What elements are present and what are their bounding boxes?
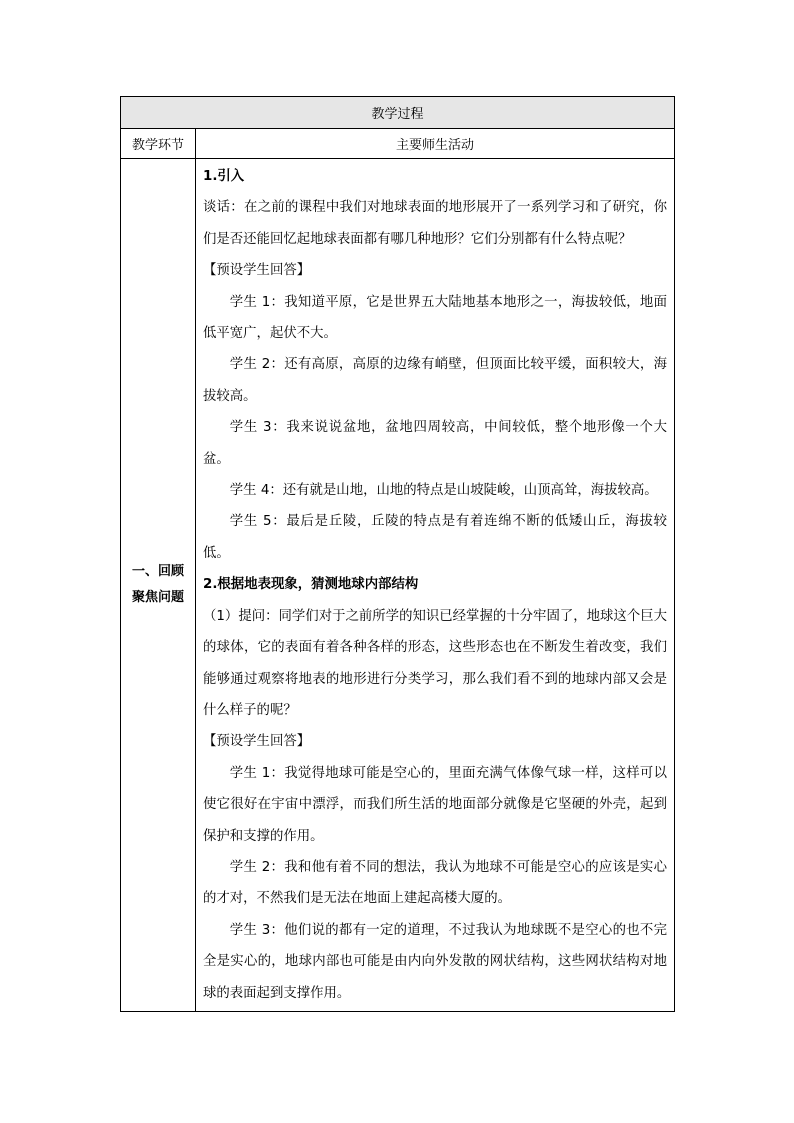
student-answer: 学生 1：我知道平原，它是世界五大陆地基本地形之一，海拔较低，地面低平宽广，起伏不大。	[203, 294, 668, 342]
table-title: 教学过程	[121, 97, 675, 129]
teaching-process-table	[120, 96, 675, 1012]
student-answer: 学生 3：我来说说盆地，盆地四周较高，中间较低，整个地形像一个大盆。	[203, 420, 668, 467]
stage-label-line2: 聚焦问题	[131, 589, 184, 605]
header-activity: 主要师生活动	[196, 129, 675, 159]
table-header-row	[121, 129, 675, 159]
preset-answer-label: 【预设学生回答】	[203, 734, 311, 750]
section-heading-intro: 1.引入	[203, 169, 245, 184]
table-title-row	[121, 97, 675, 129]
student-answer: 学生 2：还有高原，高原的边缘有峭壁，但顶面比较平缓，面积较大，海拔较高。	[203, 357, 668, 404]
student-answer: 学生 5：最后是丘陵，丘陵的特点是有着连绵不断的低矮山丘，海拔较低。	[203, 514, 668, 561]
student-answer: 学生 4：还有就是山地，山地的特点是山坡陡峻，山顶高耸，海拔较高。	[229, 483, 658, 499]
header-stage: 教学环节	[121, 129, 196, 159]
section-heading-structure: 2.根据地表现象，猜测地球内部结构	[203, 577, 419, 593]
stage-label-line1: 一、回顾	[131, 563, 184, 579]
student-answer: 学生 1：我觉得地球可能是空心的，里面充满气体像气球一样，这样可以使它很好在宇宙中漂浮，而我们所生活的地面部分就像是它坚硬的外壳，起到保护和支撑的作用。	[203, 765, 668, 844]
teacher-question: （1）提问：同学们对于之前所学的知识已经掌握的十分牢固了，地球这个巨大的球体，它的表面有着各种各样的形态，这些形态也在不断发生着改变，我们能够通过观察将地表的地形进行分类学习，那么我们看不到的地球内部又会是什么样子的呢？	[203, 608, 668, 718]
student-answer: 学生 3：他们说的都有一定的道理，不过我认为地球既不是空心的也不完全是实心的，地球内部也可能是由内向外发散的网状结构，这些网状结构对地球的表面起到支撑作用。	[203, 922, 668, 1001]
activity-cell	[196, 159, 675, 1012]
preset-answer-label: 【预设学生回答】	[203, 263, 311, 279]
stage-cell	[121, 159, 196, 1012]
table-row	[121, 159, 675, 1012]
student-answer: 学生 2：我和他有着不同的想法，我认为地球不可能是空心的应该是实心的才对，不然我们是无法在地面上建起高楼大厦的。	[203, 859, 668, 907]
teacher-talk: 谈话：在之前的课程中我们对地球表面的地形展开了一系列学习和了研究，你们是否还能回忆起地球表面都有哪几种地形？它们分别都有什么特点呢？	[203, 200, 668, 247]
